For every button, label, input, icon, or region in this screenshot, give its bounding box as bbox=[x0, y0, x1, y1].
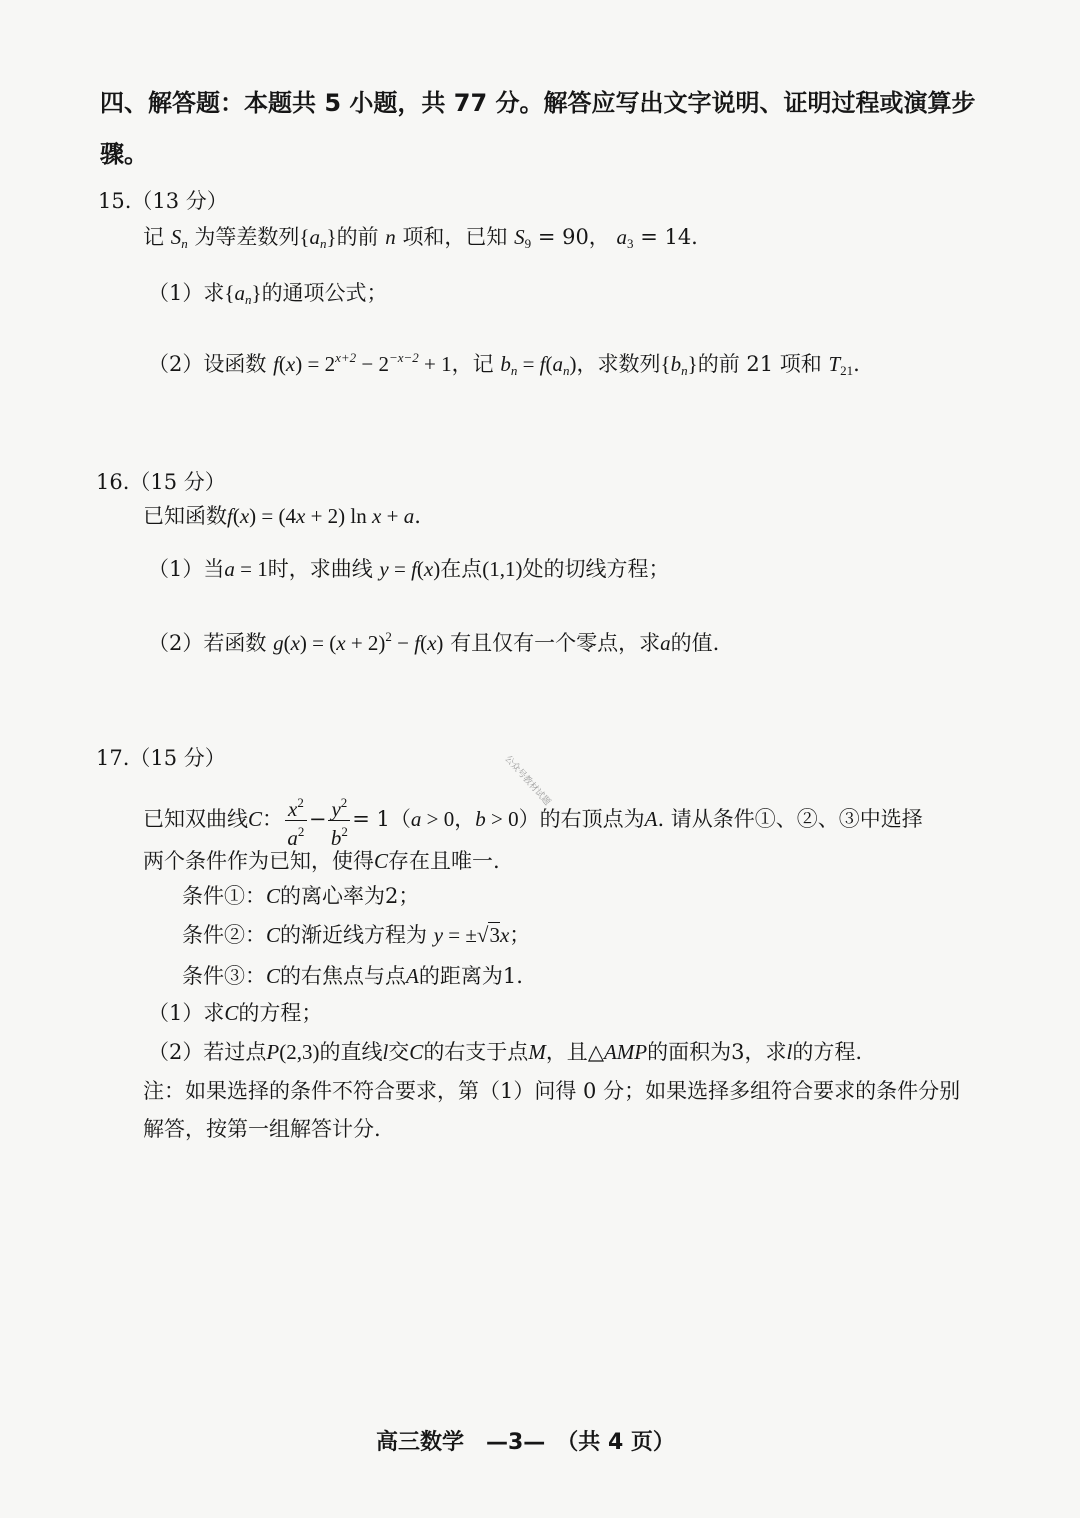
q17-text: ，且 bbox=[545, 1040, 588, 1064]
q15-text: 记 bbox=[143, 225, 164, 249]
q15-text: 项和，已知 bbox=[402, 225, 508, 249]
q17-text: 条件②： bbox=[182, 923, 266, 947]
q17-text: 条件③： bbox=[182, 964, 266, 988]
q15-text: 的通项公式； bbox=[261, 281, 388, 305]
q17-condition-2: 条件②：C的渐近线方程为 y = ±√3x； bbox=[182, 923, 531, 947]
q17-text: 的渐近线方程为 bbox=[280, 923, 428, 947]
q15-text: 的前 21 项和 bbox=[697, 352, 822, 376]
q16-text: 有且仅有一个零点，求 bbox=[450, 631, 661, 655]
q15-text: ，求数列 bbox=[576, 352, 661, 376]
q17-text: 的右支于点 bbox=[423, 1040, 529, 1064]
q15-part1: （1）求$\{a_n\}$的通项公式； bbox=[148, 281, 388, 307]
q15-text: 的前 bbox=[336, 225, 379, 249]
q16-number: 16.（15 分） bbox=[96, 470, 226, 494]
q17-text: （1）求 bbox=[148, 1001, 225, 1025]
q17-text: （2）若过点 bbox=[148, 1040, 267, 1064]
q16-text: . bbox=[414, 504, 421, 528]
q17-text: 条件①： bbox=[182, 884, 266, 908]
q17-text: ； bbox=[509, 923, 531, 947]
q17-text: 的直线 bbox=[319, 1040, 383, 1064]
q16-text: 的值. bbox=[670, 631, 720, 655]
q15-number: 15.（13 分） bbox=[98, 189, 228, 213]
q15-intro: 记 $S_n$ 为等差数列$\{a_n\}$的前 n 项和，已知 $S_9 = 90$， $a_3 = 14$. bbox=[143, 225, 698, 251]
q16-intro: 已知函数f(x) = (4x + 2) ln x + a. bbox=[143, 504, 421, 528]
q17-condition-1: 条件①：C的离心率为2； bbox=[182, 884, 420, 908]
q17-text: 存在且唯一. bbox=[388, 849, 500, 873]
q15-text: （2）设函数 bbox=[148, 352, 267, 376]
q16-part2: （2）若函数 $g(x) = (x + 2)^2 - f(x)$ 有且仅有一个零点，求a的值. bbox=[148, 629, 720, 655]
q17-text: （ bbox=[389, 807, 411, 831]
q17-text: 的面积为3，求 bbox=[647, 1040, 787, 1064]
q17-text: 的右焦点与点 bbox=[280, 964, 407, 988]
q16-text: （2）若函数 bbox=[148, 631, 267, 655]
q17-text: 交 bbox=[388, 1040, 410, 1064]
q17-text: 的离心率为2； bbox=[280, 884, 420, 908]
q15-text: . bbox=[853, 352, 860, 376]
q16-text: 在点 bbox=[440, 557, 483, 581]
q17-condition-3: 条件③：C的右焦点与点A的距离为1. bbox=[182, 964, 523, 988]
q16-text: （1）当 bbox=[148, 557, 225, 581]
q17-intro-line2: 两个条件作为已知，使得C存在且唯一. bbox=[143, 849, 500, 873]
q15-text: = 14. bbox=[640, 225, 698, 249]
q15-text: = 90， bbox=[537, 225, 610, 249]
page-footer: 高三数学 —3— （共 4 页） bbox=[376, 1430, 675, 1455]
q15-text: （1）求 bbox=[148, 281, 225, 305]
q15-text: ，记 bbox=[451, 352, 494, 376]
q17-text: . 请从条件①、②、③中选择 bbox=[657, 807, 923, 831]
section-heading-line2: 骤。 bbox=[100, 140, 148, 168]
q17-note-line2: 解答，按第一组解答计分. bbox=[143, 1117, 381, 1141]
q17-text: 的方程. bbox=[792, 1040, 863, 1064]
q15-text: 为等差数列 bbox=[194, 225, 300, 249]
q15-part2: （2）设函数 $f(x) = 2^{x+2} - 2^{-x-2} + 1$，记 $b_n = f(a_n)$，求数列$\{b_n\}$的前 21 项和 $T_{21}$. bbox=[148, 350, 860, 378]
q16-text: 已知函数 bbox=[143, 504, 227, 528]
q17-text: 两个条件作为已知，使得 bbox=[143, 849, 374, 873]
q17-number: 17.（15 分） bbox=[96, 746, 226, 770]
q17-text: 已知双曲线 bbox=[143, 807, 248, 831]
watermark: 公众号教材试题 bbox=[502, 754, 552, 808]
section-heading-line1: 四、解答题：本题共 5 小题，共 77 分。解答应写出文字说明、证明过程或演算步 bbox=[100, 89, 976, 117]
q17-intro: 已知双曲线C： $\frac{x^2}{a^2}$ − $\frac{y^2}{b^2}$ = 1（a > 0，b > 0）的右顶点为A. 请从条件①、②、③中选择 bbox=[143, 792, 923, 849]
q16-text: 时，求曲线 bbox=[267, 557, 373, 581]
q17-part2: （2）若过点P(2,3)的直线l交C的右支于点M，且△AMP的面积为3，求l的方程. bbox=[148, 1040, 863, 1064]
q17-text: 的方程； bbox=[238, 1001, 323, 1025]
q17-text: 的距离为1. bbox=[418, 964, 523, 988]
q17-part1: （1）求C的方程； bbox=[148, 1001, 323, 1025]
q17-note-line1: 注：如果选择的条件不符合要求，第（1）问得 0 分；如果选择多组符合要求的条件分别 bbox=[143, 1079, 961, 1103]
q17-text: ）的右顶点为 bbox=[518, 807, 645, 831]
q16-part1: （1）当a = 1时，求曲线 y = f(x)在点(1,1)处的切线方程； bbox=[148, 557, 670, 581]
q16-text: 处的切线方程； bbox=[522, 557, 670, 581]
